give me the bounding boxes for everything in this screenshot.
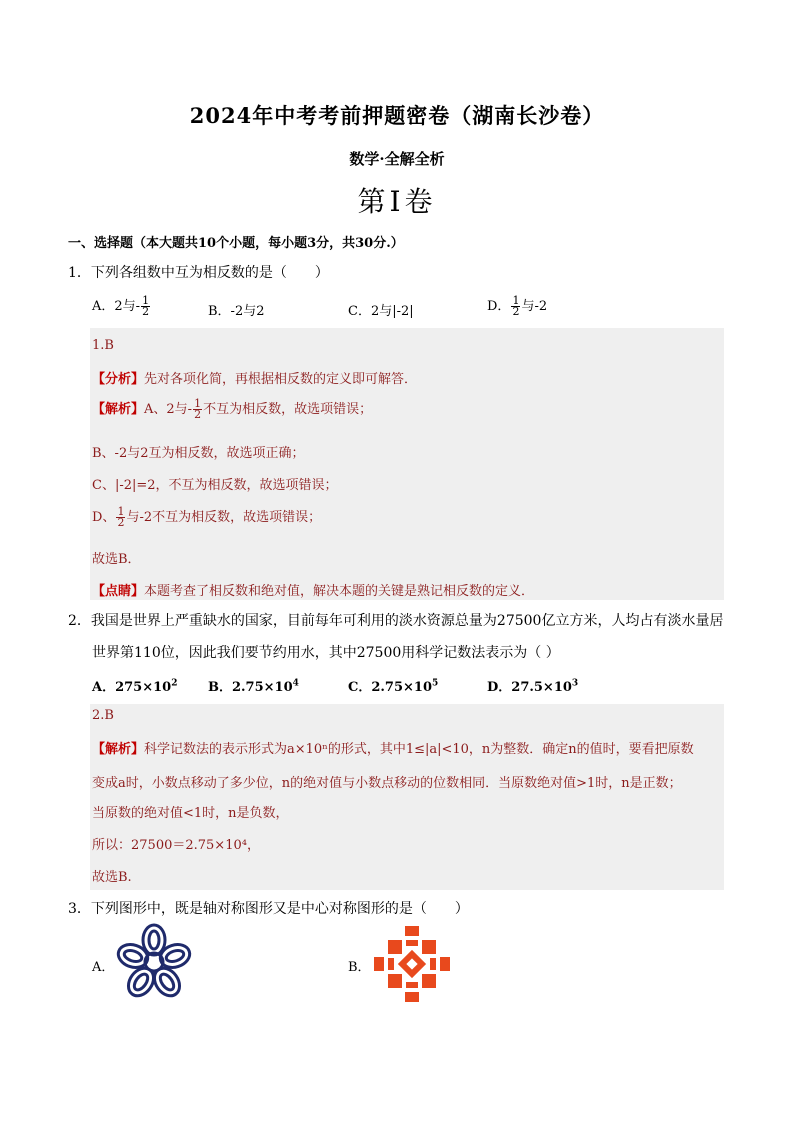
- q1-option-b[interactable]: B．-2与2: [208, 304, 265, 319]
- q2-answer-box: [90, 704, 724, 890]
- q2-stem-line2: 世界第110位，因此我们要节约用水，其中27500用科学记数法表示为（ ）: [92, 645, 560, 661]
- q1-answer-box: [90, 328, 724, 600]
- fraction: $\frac{1}{2}$: [142, 294, 150, 318]
- exam-title: 2024年中考考前押题密卷（湖南长沙卷）: [189, 103, 605, 128]
- q3-option-b-label[interactable]: B．: [348, 960, 371, 975]
- q1-option-d[interactable]: [487, 295, 547, 317]
- q1-solution-a: 【解析】A、2与- $\frac{1}{2}$ 不互为相反数，故选项错误；: [92, 397, 373, 421]
- q1-option-d-suffix: 与-2: [521, 299, 548, 314]
- q2-answer: 2.B: [92, 708, 114, 723]
- q1-option-d-prefix: D．: [487, 299, 511, 314]
- q1-analysis: 【分析】先对各项化简，再根据相反数的定义即可解答．: [92, 372, 418, 387]
- snowflake-logo-icon[interactable]: [372, 924, 452, 1004]
- exam-subtitle: 数学·全解全析: [349, 150, 445, 168]
- q1-solution-b: B、-2与2互为相反数，故选项正确；: [92, 446, 305, 461]
- q2-solution-line2: 变成a时，小数点移动了多少位，n的绝对值与小数点移动的位数相同．当原数绝对值>1时，n是正数；: [92, 776, 682, 791]
- q1-choose: 故选B．: [92, 552, 141, 567]
- q1-option-c[interactable]: C．2与|-2|: [348, 304, 414, 319]
- q1-option-a[interactable]: [92, 295, 151, 317]
- q2-solution-line1: 【解析】科学记数法的表示形式为a×10ⁿ的形式，其中1≤|a|<10，n为整数．确定n的值时，要看把原数: [92, 742, 694, 757]
- q1-comment: 【点睛】本题考查了相反数和绝对值，解决本题的关键是熟记相反数的定义．: [92, 584, 535, 599]
- q1-answer: 1.B: [92, 338, 114, 353]
- q2-solution-line4: 所以：27500＝2.75×10⁴，: [92, 838, 260, 853]
- q1-solution-c: C、|-2|=2，不互为相反数，故选项错误；: [92, 478, 338, 493]
- q2-option-d[interactable]: D．$27.5\times 10^3$: [487, 678, 579, 695]
- q2-option-b[interactable]: B．$2.75\times 10^4$: [208, 678, 299, 695]
- q2-option-c[interactable]: C．$2.75\times 10^5$: [348, 678, 439, 695]
- fraction: $\frac{1}{2}$: [117, 505, 125, 529]
- section-heading: 一、选择题（本大题共10个小题，每小题3分，共30分.）: [68, 236, 404, 251]
- q1-option-a-text: A．2与-: [92, 299, 141, 314]
- q2-choose: 故选B.: [92, 870, 132, 885]
- volume-heading: 第Ⅰ卷: [357, 185, 437, 218]
- knot-figure-icon[interactable]: [114, 922, 194, 1002]
- q3-option-a-label[interactable]: A．: [92, 960, 115, 975]
- q2-solution-line3: 当原数的绝对值<1时，n是负数，: [92, 806, 289, 821]
- q3-stem: 3．下列图形中，既是轴对称图形又是中心对称图形的是（ ）: [68, 901, 469, 917]
- fraction: $\frac{1}{2}$: [194, 397, 202, 421]
- q2-option-a[interactable]: A．$275\times 10^2$: [92, 678, 178, 695]
- q1-solution-d: D、 $\frac{1}{2}$ 与-2不互为相反数，故选项错误；: [92, 505, 322, 529]
- fraction: $\frac{1}{2}$: [512, 294, 520, 318]
- q1-stem: 1．下列各组数中互为相反数的是（ ）: [68, 265, 329, 281]
- q2-stem-line1: 2．我国是世界上严重缺水的国家，目前每年可利用的淡水资源总量为27500亿立方米，人均占有淡水量居: [68, 613, 724, 629]
